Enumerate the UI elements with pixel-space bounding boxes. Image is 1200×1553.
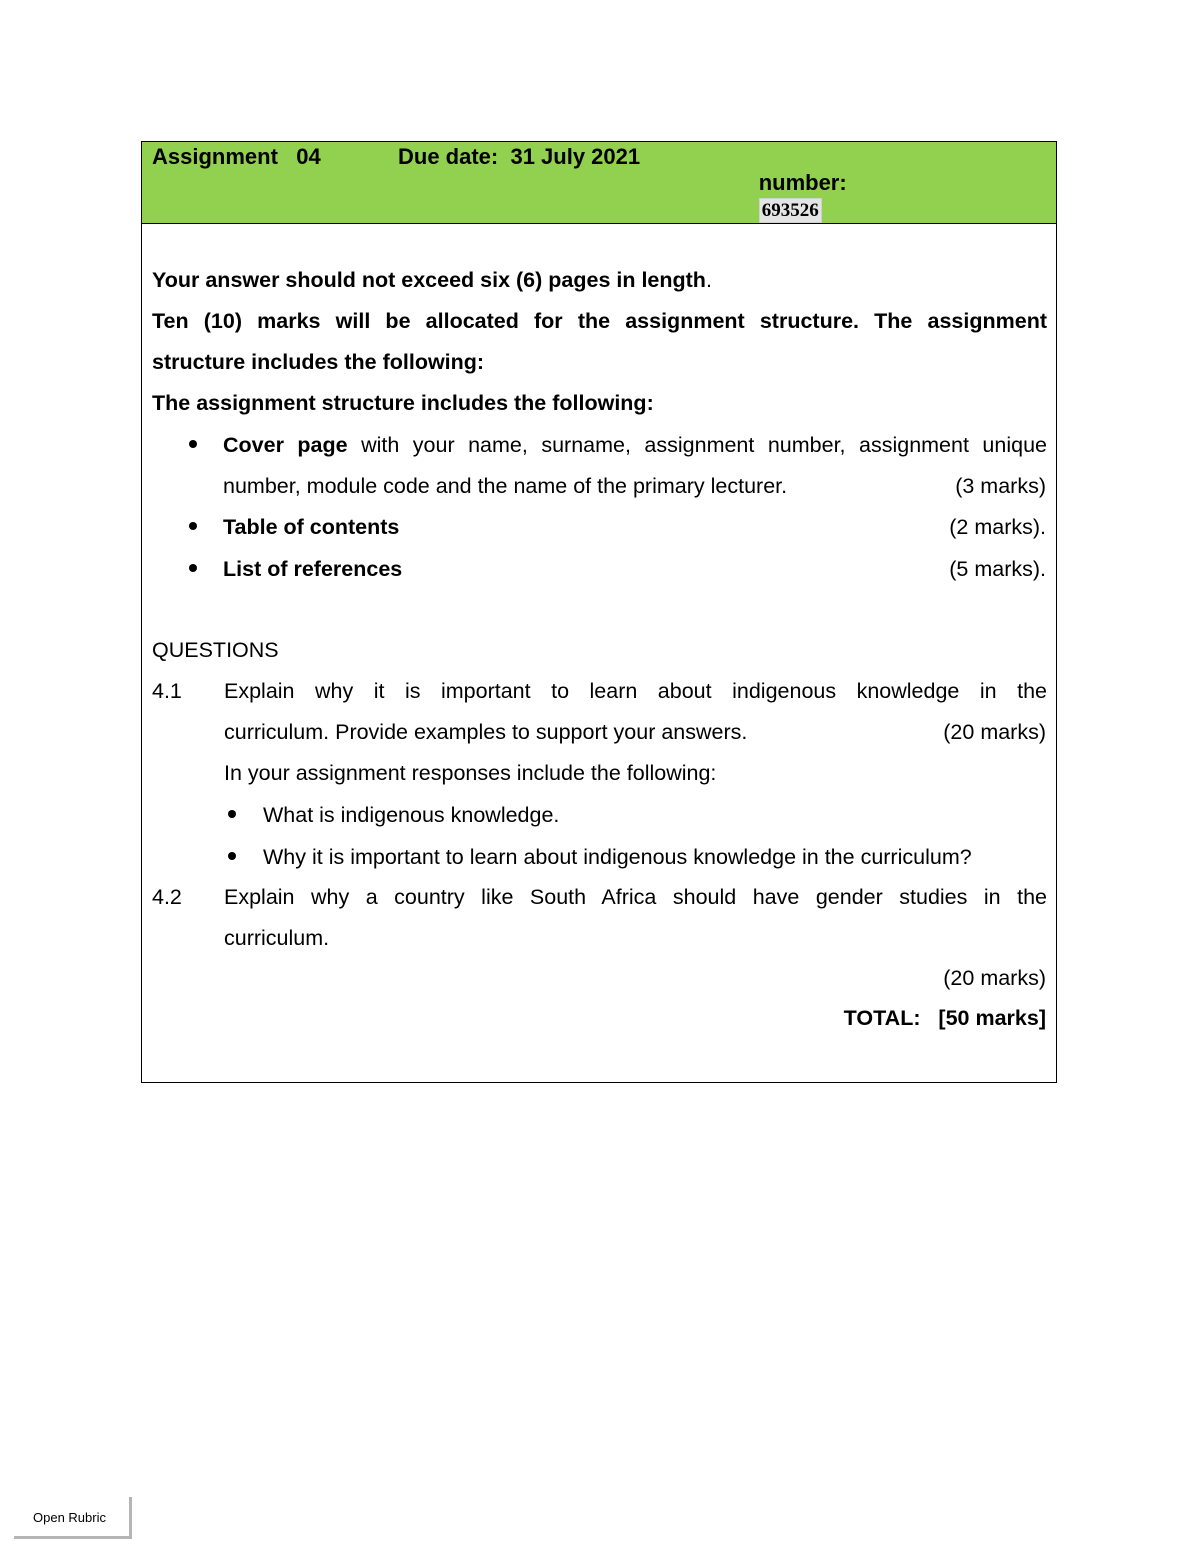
total-marks xyxy=(844,1005,1046,1031)
cover-page-item: Cover page with your name, surname, assignment number, assignment unique xyxy=(223,433,1047,457)
structure-marks-note: Ten (10) marks will be allocated for the assignment structure. The assignment xyxy=(152,309,1047,333)
question-4-1-text: Explain why it is important to learn about indigenous knowledge in the xyxy=(224,679,1047,703)
assignment-box xyxy=(141,141,1057,1083)
open-rubric-button[interactable]: Open Rubric xyxy=(14,1497,132,1539)
question-4-2-text-cont: curriculum. xyxy=(224,926,330,950)
due-date-label: Due date: 31 July 2021 xyxy=(398,144,641,169)
question-4-1-text-cont: curriculum. Provide examples to support your answers. xyxy=(224,720,748,744)
assignment-header xyxy=(142,142,1056,224)
bullet-icon xyxy=(228,810,236,818)
bullet-icon xyxy=(189,522,197,530)
question-4-1-bullet-1: What is indigenous knowledge. xyxy=(263,803,560,827)
question-4-2-text: Explain why a country like South Africa should have gender studies in the xyxy=(224,885,1047,909)
question-4-1-include-note: In your assignment responses include the following: xyxy=(224,761,717,785)
cover-page-item-cont: number, module code and the name of the primary lecturer. xyxy=(223,474,788,498)
question-4-1-bullet-2: Why it is important to learn about indigenous knowledge in the curriculum? xyxy=(263,845,972,869)
list-of-references-marks: (5 marks). xyxy=(949,557,1046,581)
question-4-2-marks: (20 marks) xyxy=(943,966,1046,990)
question-4-1-marks: (20 marks) xyxy=(943,720,1046,744)
assignment-number-label: Assignment 04 xyxy=(152,144,321,169)
questions-heading: QUESTIONS xyxy=(152,638,279,662)
unique-number-value: 693526 xyxy=(759,198,822,223)
table-of-contents-item: Table of contents xyxy=(223,515,400,539)
cover-page-marks: (3 marks) xyxy=(955,474,1046,498)
structure-includes-repeat: The assignment structure includes the following: xyxy=(152,391,654,415)
question-4-2-number: 4.2 xyxy=(152,885,182,909)
bullet-icon xyxy=(228,852,236,860)
bullet-icon xyxy=(189,440,197,448)
list-of-references-item: List of references xyxy=(223,557,403,581)
total-value: [50 marks] xyxy=(938,1006,1046,1030)
bullet-icon xyxy=(189,564,197,572)
unique-number-label: number: xyxy=(758,170,847,195)
unique-number-field xyxy=(722,144,847,248)
total-label: TOTAL: xyxy=(843,1006,921,1030)
question-4-1-number: 4.1 xyxy=(152,679,182,703)
length-note: Your answer should not exceed six (6) pages in length. xyxy=(152,268,712,292)
structure-includes-line: structure includes the following: xyxy=(152,350,485,374)
table-of-contents-marks: (2 marks). xyxy=(949,515,1046,539)
